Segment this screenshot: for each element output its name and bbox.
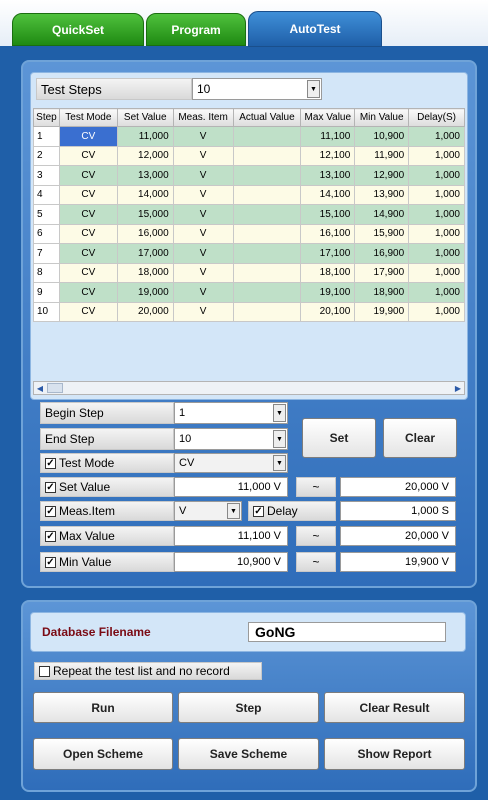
table-cell[interactable]: 20,100 — [301, 302, 355, 322]
end-step-label: End Step — [40, 428, 174, 450]
table-cell[interactable]: 15,100 — [301, 205, 355, 225]
table-row[interactable] — [34, 224, 465, 244]
table-row[interactable] — [34, 166, 465, 186]
end-step-select[interactable] — [174, 428, 288, 450]
chevron-down-icon[interactable]: ▼ — [273, 404, 286, 422]
test-mode-row[interactable] — [40, 453, 174, 473]
table-cell[interactable] — [233, 146, 301, 166]
meas-item-row[interactable] — [40, 501, 174, 521]
table-cell[interactable]: 10,900 — [355, 127, 409, 147]
table-cell[interactable]: 12,100 — [301, 146, 355, 166]
chevron-down-icon[interactable]: ▼ — [307, 80, 320, 98]
table-cell[interactable] — [233, 127, 301, 147]
table-cell[interactable]: 13,100 — [301, 166, 355, 186]
database-filename-input[interactable]: GoNG — [248, 622, 446, 642]
table-cell[interactable]: CV — [59, 185, 117, 205]
table-cell[interactable]: 16,100 — [301, 224, 355, 244]
col-header[interactable]: Delay(S) — [409, 109, 465, 127]
database-filename-label: Database Filename — [42, 625, 151, 639]
tab-program[interactable] — [146, 13, 246, 46]
test-steps-select[interactable] — [192, 78, 322, 100]
table-row[interactable] — [34, 244, 465, 264]
table-cell[interactable]: 5 — [34, 205, 60, 225]
table-row[interactable] — [34, 127, 465, 147]
table-cell[interactable]: 18,900 — [355, 283, 409, 303]
table-cell[interactable]: 16,000 — [117, 224, 173, 244]
test-steps-label: Test Steps — [36, 78, 192, 100]
table-cell[interactable]: CV — [59, 224, 117, 244]
max-value-to-field[interactable]: 20,000 V — [340, 526, 456, 546]
table-cell[interactable] — [233, 263, 301, 283]
table-row[interactable] — [34, 302, 465, 322]
table-cell[interactable]: 1,000 — [409, 205, 465, 225]
min-value-row[interactable] — [40, 552, 174, 572]
table-cell[interactable]: V — [173, 166, 233, 186]
begin-step-label: Begin Step — [40, 402, 174, 424]
table-cell[interactable]: 19,000 — [117, 283, 173, 303]
table-cell[interactable]: CV — [59, 146, 117, 166]
test-mode-label: Test Mode — [59, 456, 115, 470]
set-value-label: Set Value — [59, 480, 111, 494]
tab-autotest-label: AutoTest — [289, 22, 341, 36]
table-cell[interactable]: CV — [59, 283, 117, 303]
table-cell[interactable]: 3 — [34, 166, 60, 186]
table-cell[interactable]: 17,100 — [301, 244, 355, 264]
table-cell[interactable]: CV — [59, 166, 117, 186]
chevron-down-icon[interactable]: ▼ — [227, 503, 240, 519]
table-cell[interactable]: 13,900 — [355, 185, 409, 205]
checkbox-checked-icon[interactable]: ✓ — [46, 556, 55, 568]
table-cell[interactable]: 19,100 — [301, 283, 355, 303]
scroll-left-icon[interactable]: ◀ — [36, 383, 44, 393]
set-value-tilde: ~ — [296, 477, 336, 497]
chevron-down-icon[interactable]: ▼ — [273, 455, 286, 471]
min-value-from-field[interactable]: 10,900 V — [174, 552, 288, 572]
table-row[interactable] — [34, 205, 465, 225]
checkbox-checked-icon[interactable]: ✓ — [254, 505, 263, 517]
table-row[interactable] — [34, 185, 465, 205]
table-cell[interactable]: CV — [59, 302, 117, 322]
table-cell[interactable]: CV — [59, 205, 117, 225]
table-cell[interactable] — [233, 283, 301, 303]
table-cell[interactable]: 13,000 — [117, 166, 173, 186]
end-step-value: 10 — [179, 433, 192, 445]
table-cell[interactable]: CV — [59, 127, 117, 147]
min-value-tilde: ~ — [296, 552, 336, 572]
table-cell[interactable]: 19,900 — [355, 302, 409, 322]
min-value-to-field[interactable]: 19,900 V — [340, 552, 456, 572]
table-cell[interactable]: CV — [59, 244, 117, 264]
col-header[interactable]: Step — [34, 109, 60, 127]
table-cell[interactable]: 11,100 — [301, 127, 355, 147]
table-cell[interactable]: 20,000 — [117, 302, 173, 322]
table-cell[interactable]: 15,900 — [355, 224, 409, 244]
table-cell[interactable]: V — [173, 146, 233, 166]
table-cell[interactable]: V — [173, 127, 233, 147]
table-cell[interactable]: 10 — [34, 302, 60, 322]
table-cell[interactable] — [233, 224, 301, 244]
max-value-label: Max Value — [59, 529, 115, 543]
table-cell[interactable]: 12,000 — [117, 146, 173, 166]
tab-program-label: Program — [171, 22, 221, 37]
delay-field[interactable]: 1,000 S — [340, 501, 456, 521]
repeat-label: Repeat the test list and no record — [53, 664, 230, 678]
table-cell[interactable]: 16,900 — [355, 244, 409, 264]
save-scheme-button[interactable]: Save Scheme — [178, 738, 319, 770]
delay-label: Delay — [267, 504, 298, 518]
test-mode-value: CV — [179, 457, 195, 469]
table-cell[interactable]: V — [173, 244, 233, 264]
open-scheme-button[interactable]: Open Scheme — [33, 738, 173, 770]
table-cell[interactable]: 14,100 — [301, 185, 355, 205]
horizontal-scrollbar[interactable] — [33, 381, 465, 395]
table-row[interactable] — [34, 283, 465, 303]
table-cell[interactable]: 14,900 — [355, 205, 409, 225]
table-cell[interactable]: 18,000 — [117, 263, 173, 283]
max-value-from-field[interactable]: 11,100 V — [174, 526, 288, 546]
table-cell[interactable]: V — [173, 302, 233, 322]
min-value-label: Min Value — [59, 555, 112, 569]
begin-step-select[interactable] — [174, 402, 288, 424]
test-steps-value: 10 — [197, 82, 211, 96]
table-cell[interactable]: 1,000 — [409, 127, 465, 147]
set-value-to-field[interactable]: 20,000 V — [340, 477, 456, 497]
table-cell[interactable]: 7 — [34, 244, 60, 264]
col-header[interactable]: Set Value — [117, 109, 173, 127]
table-cell[interactable] — [233, 244, 301, 264]
step-button[interactable]: Step — [178, 692, 319, 723]
table-cell[interactable]: 1,000 — [409, 224, 465, 244]
table-cell[interactable]: 12,900 — [355, 166, 409, 186]
table-cell[interactable]: 1 — [34, 127, 60, 147]
col-header[interactable]: Test Mode — [59, 109, 117, 127]
table-cell[interactable]: 11,000 — [117, 127, 173, 147]
tab-quickset-label: QuickSet — [51, 22, 105, 37]
set-value-row[interactable] — [40, 477, 174, 497]
table-cell[interactable]: 18,100 — [301, 263, 355, 283]
col-header[interactable]: Min Value — [355, 109, 409, 127]
table-cell[interactable]: 2 — [34, 146, 60, 166]
col-header[interactable]: Meas. Item — [173, 109, 233, 127]
table-cell[interactable]: V — [173, 185, 233, 205]
tab-quickset[interactable] — [12, 13, 144, 46]
table-cell[interactable]: 8 — [34, 263, 60, 283]
table-cell[interactable]: 15,000 — [117, 205, 173, 225]
table-cell[interactable]: V — [173, 263, 233, 283]
chevron-down-icon[interactable]: ▼ — [273, 430, 286, 448]
scroll-right-icon[interactable]: ▶ — [454, 383, 462, 393]
table-cell[interactable] — [233, 205, 301, 225]
checkbox-checked-icon[interactable]: ✓ — [46, 530, 55, 542]
table-cell[interactable]: 9 — [34, 283, 60, 303]
set-button[interactable]: Set — [302, 418, 376, 458]
table-cell[interactable] — [233, 185, 301, 205]
table-cell[interactable]: 4 — [34, 185, 60, 205]
checkbox-checked-icon[interactable]: ✓ — [46, 505, 55, 517]
checkbox-unchecked-icon[interactable] — [39, 666, 50, 677]
table-cell[interactable] — [233, 302, 301, 322]
table-row[interactable] — [34, 263, 465, 283]
col-header[interactable]: Max Value — [301, 109, 355, 127]
table-cell[interactable]: 11,900 — [355, 146, 409, 166]
meas-item-label: Meas.Item — [59, 504, 116, 518]
set-value-from-field[interactable]: 11,000 V — [174, 477, 288, 497]
meas-item-select[interactable] — [174, 501, 242, 521]
col-header[interactable]: Actual Value — [233, 109, 301, 127]
clear-button[interactable]: Clear — [383, 418, 457, 458]
tab-autotest[interactable] — [248, 11, 382, 47]
table-cell[interactable]: 17,000 — [117, 244, 173, 264]
table-cell[interactable]: 1,000 — [409, 283, 465, 303]
table-row[interactable] — [34, 146, 465, 166]
begin-step-value: 1 — [179, 407, 186, 419]
table-cell[interactable]: V — [173, 224, 233, 244]
table-cell[interactable]: 14,000 — [117, 185, 173, 205]
table-cell[interactable]: 6 — [34, 224, 60, 244]
table-cell[interactable]: CV — [59, 263, 117, 283]
table-cell[interactable]: V — [173, 205, 233, 225]
scroll-thumb[interactable] — [47, 383, 63, 393]
show-report-button[interactable]: Show Report — [324, 738, 465, 770]
table-cell[interactable]: 1,000 — [409, 263, 465, 283]
test-steps-table — [33, 108, 465, 322]
delay-row[interactable] — [248, 501, 336, 521]
max-value-tilde: ~ — [296, 526, 336, 546]
tab-bar — [0, 0, 488, 46]
table-cell[interactable]: 1,000 — [409, 185, 465, 205]
table-cell[interactable]: 17,900 — [355, 263, 409, 283]
clear-result-button[interactable]: Clear Result — [324, 692, 465, 723]
test-mode-select[interactable] — [174, 453, 288, 473]
run-button[interactable]: Run — [33, 692, 173, 723]
table-cell[interactable]: 1,000 — [409, 302, 465, 322]
repeat-checkbox-row[interactable] — [34, 662, 262, 680]
meas-item-value: V — [179, 505, 187, 517]
table-cell[interactable]: 1,000 — [409, 244, 465, 264]
checkbox-checked-icon[interactable]: ✓ — [46, 457, 55, 469]
table-cell[interactable]: V — [173, 283, 233, 303]
table-cell[interactable]: 1,000 — [409, 146, 465, 166]
checkbox-checked-icon[interactable]: ✓ — [46, 481, 55, 493]
table-cell[interactable]: 1,000 — [409, 166, 465, 186]
max-value-row[interactable] — [40, 526, 174, 546]
table-cell[interactable] — [233, 166, 301, 186]
